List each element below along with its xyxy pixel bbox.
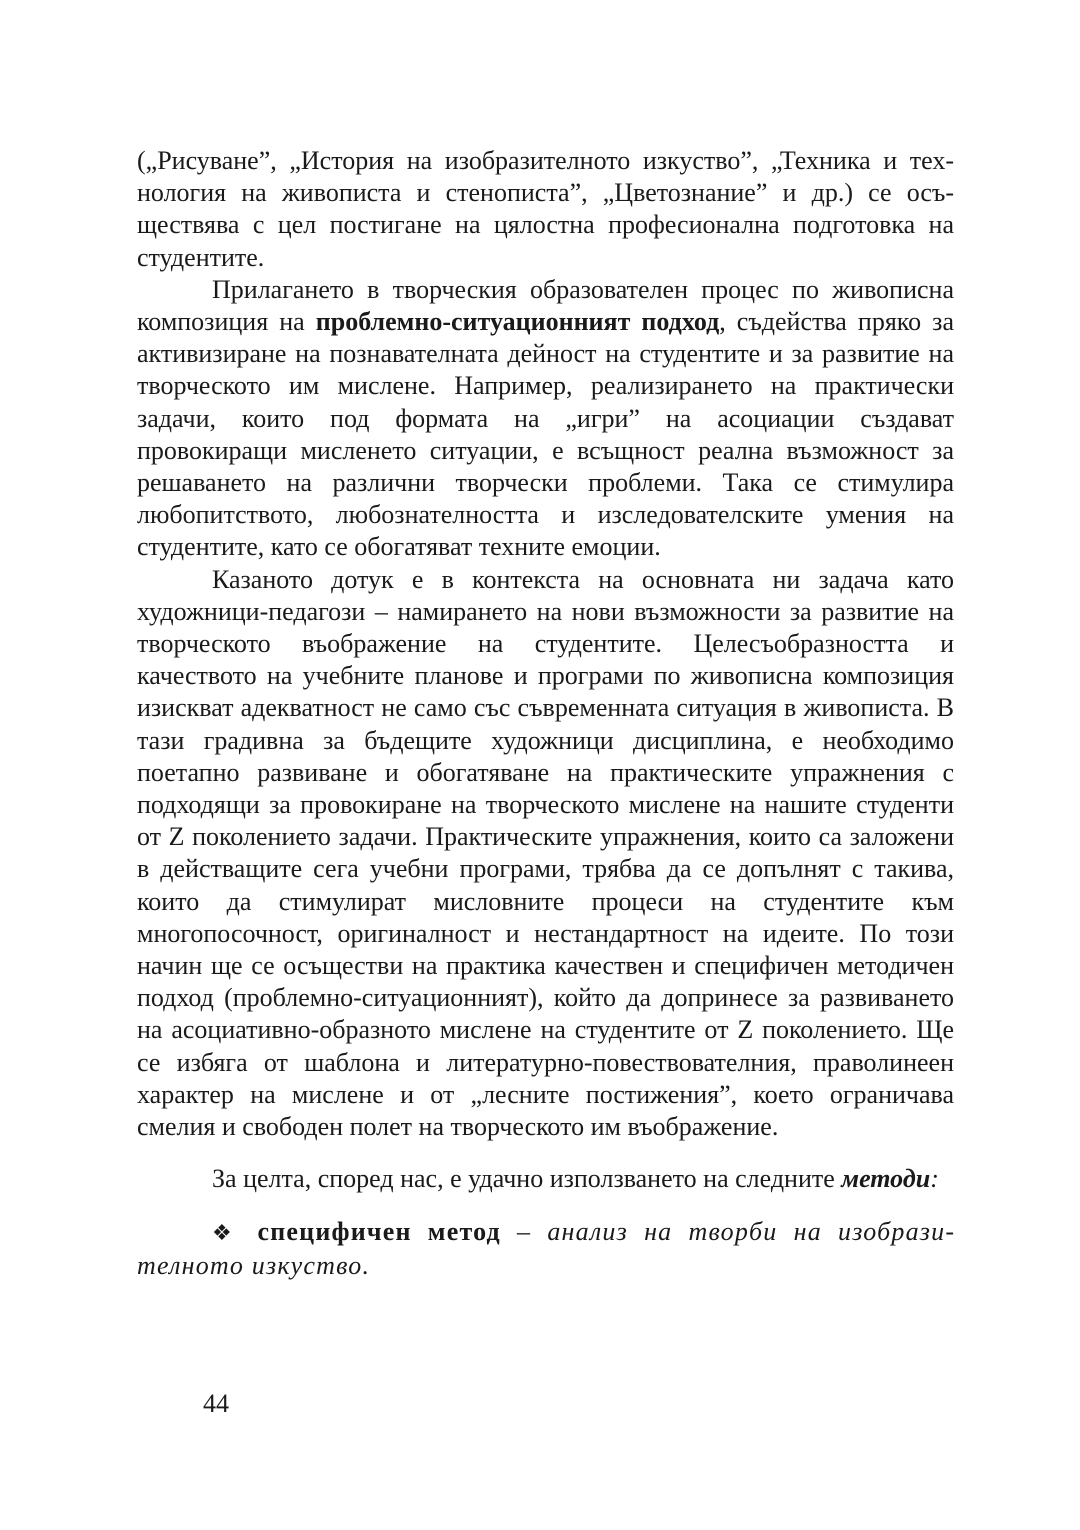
paragraph-2 [137, 274, 954, 564]
paragraph-4-text: За целта, според нас, е удачно използването на следните [212, 1164, 842, 1194]
methods-term: методи [841, 1164, 931, 1194]
method-list-item [137, 1216, 954, 1282]
paragraph-1 [137, 145, 954, 274]
paragraph-2-text-end: , съдейства пряко за активизиране на познавателната дейност на студентите и за развитие на творческото им мислене. Например, реализирането на практически задачи, които под формата на „игри” на асоциации създават провокиращи мисленето ситуации, е всъщност реална възможност за решаването на различни творчески проблеми. Така се стимулира любопитството, любознателността и изследователските умения на студентите, като се обогатяват техните емоции. [137, 307, 954, 562]
method-description: анализ на творби на изобразителното изкуство [137, 1216, 954, 1280]
specific-method-term: специфичен метод [257, 1216, 501, 1246]
paragraph-4 [137, 1163, 954, 1195]
page-body [137, 145, 954, 1282]
page-number: 44 [203, 1389, 229, 1418]
problem-situational-approach-term: проблемно-ситуационният подход [315, 307, 720, 337]
paragraph-3-text: Казаното дотук е в контекста на основната ни задача като художници-педагози – намирането на нови възможности за развитие на творческото въображение на студентите. Целесъобразността и качеството на учебните планове и програми по живописна композиция изискват адекватност не само със съвременната ситуация в живописта. В тази градивна за бъдещите художници дисциплина, е необходимо поетапно развиване и обогатяване на практическите упражнения с подходящи за провокиране на творческото мислене на нашите студенти от Z поколението задачи. Практическите упражнения, които са заложени в действащите сега учебни програми, трябва да се допълнят с такива, които да стимулират мисловните процеси на студентите към многопосочност, оригиналност и нестандартност на идеите. По този начин ще се осъществи на практика качествен и специфичен методичен подход (проблемно-ситуационният), който да допринесе за развиването на асоциативно-образното мислене на студентите от Z поколението. Ще се избяга от шаблона и литературно-повествователния, праволинеен характер на мислене и от „лесните постижения”, което ограничава смелия и свободен полет на творческото им въображение. [137, 564, 954, 1142]
paragraph-3 [137, 564, 954, 1144]
paragraph-1-text: („Рисуване”, „История на изобразителното изкуство”, „Техника и технология на живописта и стенописта”, „Цветознание” и др.) се осъществява с цел постигане на цялостна професионална подготовка на студентите. [137, 146, 954, 272]
diamond-bullet-icon: ❖ [212, 1220, 242, 1246]
method-period: . [362, 1250, 371, 1280]
paragraph-2-text-start: Прилагането в творческия образователен процес по живописна композиция на [137, 274, 954, 337]
paragraph-4-colon: : [930, 1164, 939, 1194]
method-dash: – [500, 1216, 548, 1246]
